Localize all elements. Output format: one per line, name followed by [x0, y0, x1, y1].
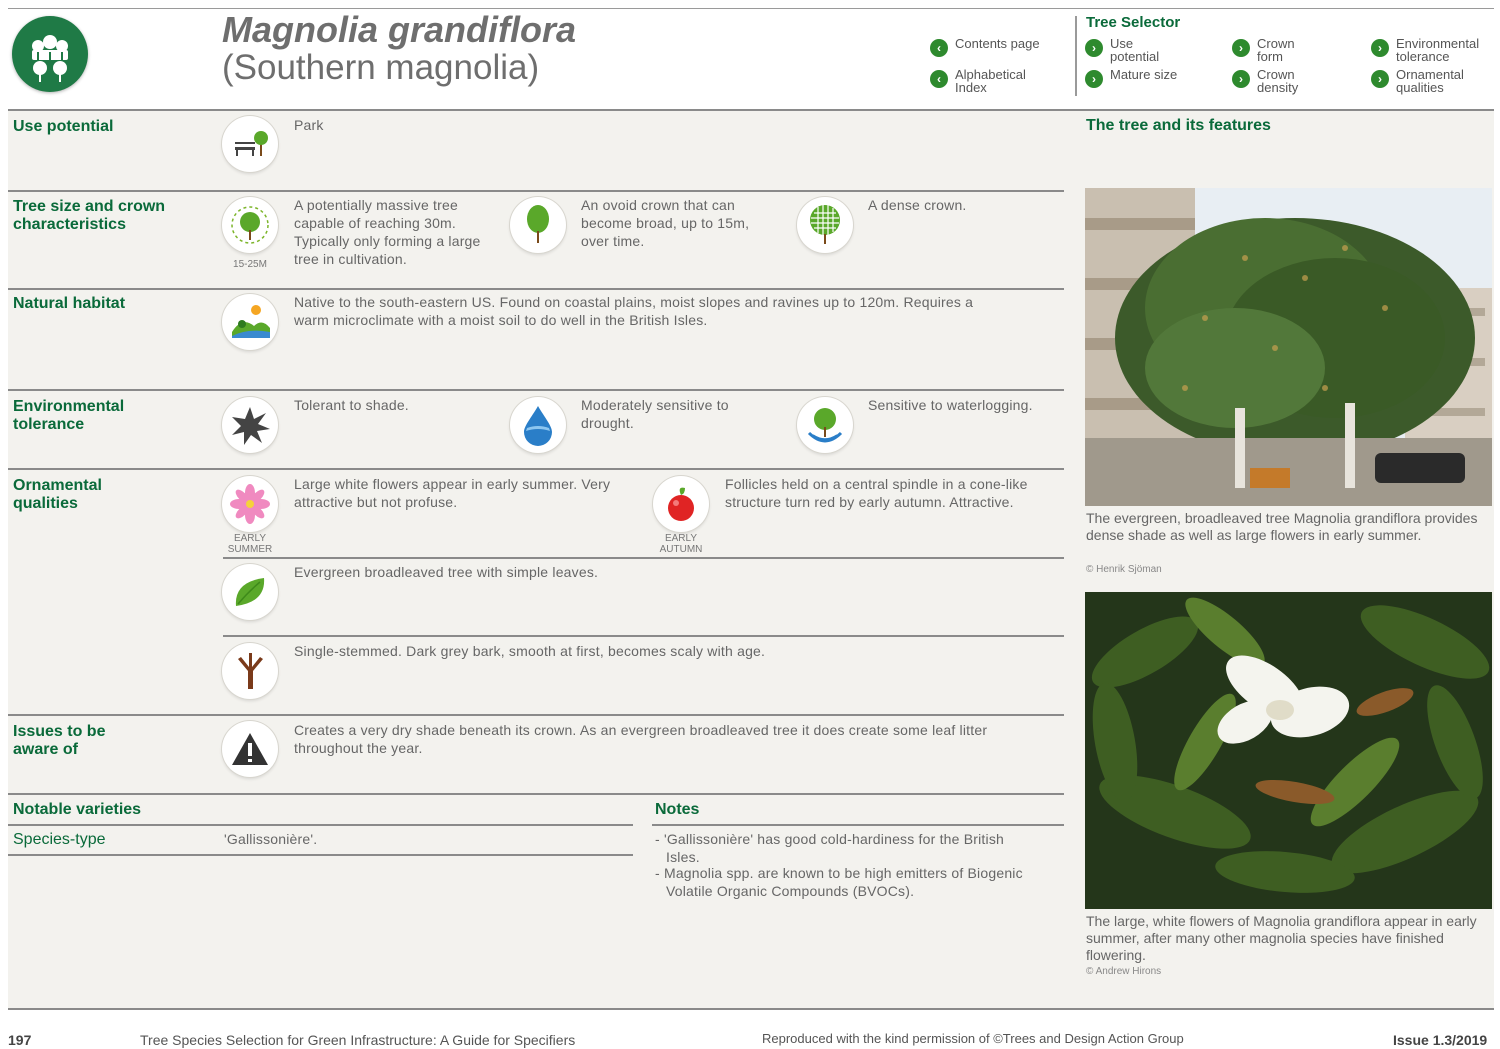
book-title: Tree Species Selection for Green Infrastructure: A Guide for Specifiers [140, 1032, 576, 1048]
mature-size-button[interactable] [1085, 68, 1180, 88]
flower-photo-caption: The large, white flowers of Magnolia grandiflora appear in early summer, after many other magnolia species have finished flowering. [1086, 913, 1477, 963]
trunk-icon [222, 643, 278, 699]
issues-text: Creates a very dry shade beneath its crown. As an evergreen broadleaved tree it does create some leaf litter throughout the year. [294, 722, 988, 756]
dense-crown-icon [797, 197, 853, 253]
leaf-text: Evergreen broadleaved tree with simple leaves. [294, 564, 599, 580]
section-rule [8, 190, 1064, 192]
tree-photo-credit: © Henrik Sjöman [1086, 564, 1162, 575]
section-rule [8, 468, 1064, 470]
fruit-icon [653, 476, 709, 532]
chevron-left-icon: ‹ [930, 39, 948, 57]
tree-size-caption: 15-25M [233, 259, 267, 270]
header-divider [1075, 16, 1077, 96]
crown-density-button[interactable] [1232, 68, 1317, 94]
flower-text: Large white flowers appear in early summer. Very attractive but not profuse. [294, 476, 611, 510]
chevron-left-icon: ‹ [930, 70, 948, 88]
trees-logo-icon [12, 16, 88, 92]
chevron-right-icon: › [1232, 39, 1250, 57]
nav-label: Ornamental qualities [1396, 67, 1464, 95]
ornamental-qualities-label: Ornamental qualities [13, 477, 102, 512]
issue-label: Issue 1.3/2019 [1393, 1032, 1488, 1048]
chevron-right-icon: › [1085, 70, 1103, 88]
chevron-right-icon: › [1371, 70, 1389, 88]
section-rule [223, 557, 1064, 559]
varieties-rule [8, 824, 633, 826]
section-rule [8, 389, 1064, 391]
tree-features-title: The tree and its features [1086, 117, 1271, 134]
nav-label: Contents page [955, 36, 1040, 51]
tree-photo-caption: The evergreen, broadleaved tree Magnolia grandiflora provides dense shade as well as large flowers in early summer. [1086, 510, 1478, 543]
notes-item: - Magnolia spp. are known to be high emitters of Biogenic Volatile Organic Compounds (BVOCs). [655, 865, 1023, 899]
leaf-icon [222, 564, 278, 620]
waterlogging-tolerance-text: Sensitive to waterlogging. [868, 397, 1033, 413]
nav-label: Alphabetical Index [955, 67, 1026, 95]
permission-note: Reproduced with the kind permission of ©Trees and Design Action Group [762, 1031, 1184, 1046]
flower-icon [222, 476, 278, 532]
nav-label: Crown density [1257, 67, 1299, 95]
tree-size-icon [222, 197, 278, 253]
tree-photo [1085, 188, 1492, 506]
bark-text: Single-stemmed. Dark grey bark, smooth at first, becomes scaly with age. [294, 643, 766, 659]
footer-rule [8, 1008, 1494, 1010]
chevron-right-icon: › [1085, 39, 1103, 57]
nav-label: Mature size [1110, 67, 1178, 82]
environmental-tolerance-label: Environmental tolerance [13, 398, 125, 433]
warning-icon [222, 721, 278, 777]
section-rule [8, 714, 1064, 716]
ovoid-crown-icon [510, 197, 566, 253]
notes-item: - 'Gallissonière' has good cold-hardiness for the British Isles. [655, 831, 1005, 865]
landscape-icon [222, 294, 278, 350]
flower-photo-credit: © Andrew Hirons [1086, 966, 1162, 977]
tree-size-text: A potentially massive tree capable of reaching 30m. Typically only forming a large tree in cultivation. [294, 197, 481, 267]
use-potential-button[interactable] [1085, 37, 1180, 63]
ovoid-crown-text: An ovoid crown that can become broad, up to 15m, over time. [581, 197, 750, 249]
varieties-bottom-rule [8, 854, 633, 856]
page-number: 197 [8, 1032, 32, 1048]
chevron-right-icon: › [1232, 70, 1250, 88]
drought-tolerance-text: Moderately sensitive to drought. [581, 397, 729, 431]
tree-size-label: Tree size and crown characteristics [13, 198, 166, 233]
species-common-name: (Southern magnolia) [222, 48, 540, 87]
nav-label: Use potential [1110, 36, 1160, 64]
dense-crown-text: A dense crown. [868, 197, 967, 213]
logo [12, 16, 88, 92]
contents-page-button[interactable] [930, 37, 1045, 57]
waterlogging-icon [797, 397, 853, 453]
species-latin-name: Magnolia grandiflora [222, 9, 577, 50]
flower-photo [1085, 592, 1492, 909]
chevron-right-icon: › [1371, 39, 1389, 57]
species-type-label: Species-type [13, 831, 106, 848]
tree-selector-title: Tree Selector [1086, 14, 1181, 31]
park-bench-tree-icon [222, 116, 278, 172]
section-rule [8, 288, 1064, 290]
use-potential-label: Use potential [13, 118, 114, 135]
section-rule [8, 793, 1064, 795]
natural-habitat-label: Natural habitat [13, 295, 126, 312]
nav-label: Environmental tolerance [1396, 36, 1480, 64]
notable-varieties-title: Notable varieties [13, 801, 142, 818]
shade-tolerance-text: Tolerant to shade. [294, 397, 409, 413]
ornamental-qualities-button[interactable] [1371, 68, 1496, 94]
fruit-text: Follicles held on a central spindle in a cone-like structure turn red by early autumn. Attractive. [725, 476, 1028, 510]
section-rule [223, 635, 1064, 637]
flower-season-caption: EARLY SUMMER [227, 533, 273, 555]
issues-label: Issues to be aware of [13, 723, 106, 758]
crown-form-button[interactable] [1232, 37, 1317, 63]
shade-icon [222, 397, 278, 453]
header-rule [8, 109, 1494, 111]
fruit-season-caption: EARLY AUTUMN [659, 533, 703, 555]
use-potential-text: Park [294, 117, 324, 133]
natural-habitat-text: Native to the south-eastern US. Found on coastal plains, moist slopes and ravines up to 120m. Requires a warm microclimate with a moist soil to do well in the British Isles. [294, 294, 974, 328]
environmental-tolerance-button[interactable] [1371, 37, 1496, 63]
water-drop-icon [510, 397, 566, 453]
notes-rule [652, 824, 1064, 826]
alphabetical-index-button[interactable] [930, 68, 1045, 94]
species-type-value: 'Gallissonière'. [224, 831, 318, 847]
notes-title: Notes [655, 801, 700, 818]
nav-label: Crown form [1257, 36, 1295, 64]
